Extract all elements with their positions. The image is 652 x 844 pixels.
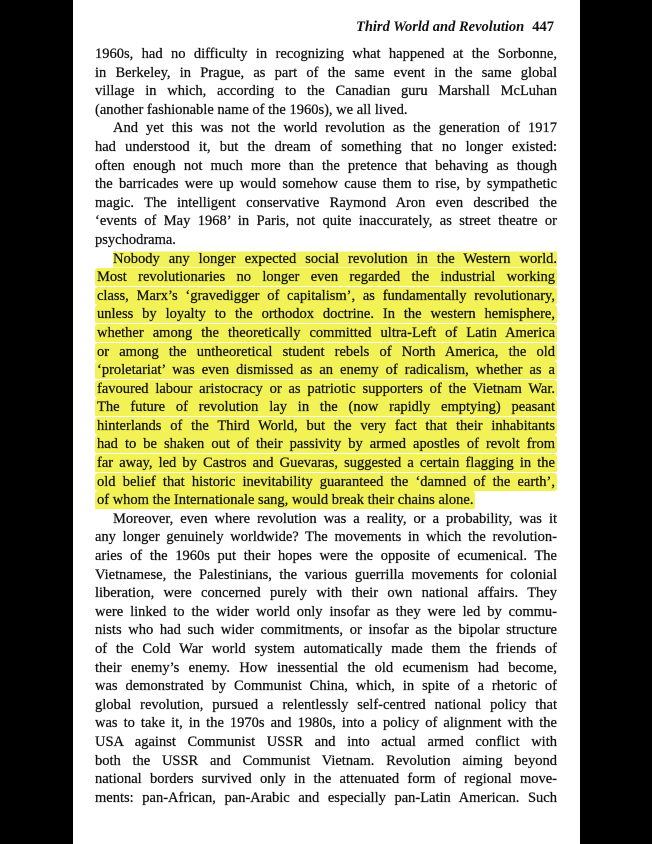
page-number: 447	[532, 19, 554, 35]
line-text: USA against Communist USSR and into actual armed conflict with	[95, 733, 557, 750]
text-line	[95, 212, 557, 231]
text-line	[95, 101, 557, 120]
highlighted-text-line	[95, 324, 557, 343]
text-line	[95, 584, 557, 603]
text-line	[95, 82, 557, 101]
text-line	[95, 138, 557, 157]
text-line	[95, 659, 557, 678]
text-line	[95, 45, 557, 64]
line-text: ments: pan-African, pan-Arabic and especially pan-Latin American. Such	[95, 789, 557, 806]
text-line	[95, 714, 557, 733]
line-text: class, Marx’s ‘gravedigger of capitalism’, as fundamentally revolutionary,	[97, 287, 555, 304]
line-text: whether among the theoretically committed ultra-Left of Latin America	[97, 324, 555, 341]
line-text: was to take it, in the 1970s and 1980s, into a policy of alignment with the	[95, 715, 557, 732]
line-text: And yet this was not the world revolution as the generation of 1917	[113, 120, 557, 137]
line-text: any longer genuinely worldwide? The movements in which the revolution-	[95, 529, 557, 546]
line-text: ‘proletariat’ was even dismissed as an enemy of radicalism, whether as a	[97, 362, 555, 379]
line-text: favoured labour aristocracy or as patriotic supporters of the Vietnam War.	[97, 380, 555, 397]
line-text: was demonstrated by Communist China, which, in spite of a rhetoric of	[95, 678, 557, 695]
highlighted-text-line	[95, 343, 557, 362]
highlighted-text-line	[95, 454, 557, 473]
line-text: had to be shaken out of their passivity by armed apostles of revolt from	[97, 436, 555, 453]
line-text: national borders survived only in the attenuated form of regional move-	[95, 771, 557, 788]
running-title: Third World and Revolution	[355, 19, 525, 35]
line-text: Moreover, even where revolution was a reality, or a probability, was it	[113, 510, 557, 527]
highlighted-text-line	[95, 417, 557, 436]
line-text: Vietnamese, the Palestinians, the various guerrilla movements for colonial	[95, 566, 557, 583]
highlighted-text-line	[95, 491, 475, 510]
line-text: liberation, were concerned purely with their own national affairs. They	[95, 585, 557, 602]
highlighted-text-line	[95, 287, 557, 306]
line-text: unless by loyalty to the orthodox doctrine. In the western hemisphere,	[97, 306, 555, 323]
text-line	[95, 175, 557, 194]
text-line	[95, 696, 557, 715]
text-line	[95, 64, 557, 83]
highlighted-text-line	[95, 305, 557, 324]
line-text: (another fashionable name of the 1960s), we all lived.	[95, 101, 408, 118]
line-text: of whom the Internationale sang, would break their chains alone.	[97, 492, 474, 509]
text-line	[95, 789, 557, 808]
line-text: psychodrama.	[95, 231, 176, 248]
line-text: magic. The intelligent conservative Raymond Aron even described the	[95, 194, 557, 211]
body-text	[95, 45, 557, 807]
highlighted-text-line	[95, 473, 557, 492]
highlighted-text-line	[95, 268, 557, 287]
line-text: Most revolutionaries no longer even regarded the industrial working	[97, 269, 555, 286]
line-text: village in which, according to the Canadian guru Marshall McLuhan	[95, 83, 557, 100]
text-line	[95, 547, 557, 566]
line-text: global revolution, pursued a relentlessly self-centred national policy that	[95, 696, 557, 713]
highlighted-text-line	[95, 361, 557, 380]
text-line	[95, 119, 557, 138]
line-text: were linked to the wider world only insofar as they were led by commu-	[95, 603, 557, 620]
running-header	[356, 19, 554, 36]
line-text: often enough not much more than the pretence that behaving as though	[95, 157, 557, 174]
text-line	[95, 510, 557, 529]
line-text: hinterlands of the Third World, but the very fact that their inhabitants	[97, 417, 555, 434]
highlighted-text-line	[95, 398, 557, 417]
line-text: The future of revolution lay in the (now rapidly emptying) peasant	[97, 399, 555, 416]
line-text: 1960s, had no difficulty in recognizing what happened at the Sorbonne,	[95, 46, 557, 62]
text-line	[95, 677, 557, 696]
line-text: the barricades were up would somehow cause them to rise, by sympathetic	[95, 176, 557, 193]
line-text: of the Cold War world system automatically made them the friends of	[95, 641, 557, 657]
text-line	[95, 640, 557, 659]
line-text: their enemy’s enemy. How inessential the old ecumenism had become,	[95, 659, 557, 676]
line-text: aries of the 1960s put their hopes were the opposite of ecumenical. The	[95, 548, 557, 565]
line-text: had understood it, but the dream of something that no longer existed:	[95, 138, 557, 155]
line-text: old belief that historic inevitability guaranteed the ‘damned of the earth’,	[97, 473, 555, 490]
text-line	[95, 566, 557, 585]
text-line	[95, 770, 557, 789]
line-text: far away, led by Castros and Guevaras, suggested a certain flagging in the	[97, 455, 555, 472]
book-page	[73, 0, 580, 844]
text-line	[95, 752, 557, 771]
text-line	[95, 157, 557, 176]
text-line	[95, 528, 557, 547]
line-text: ‘events of May 1968’ in Paris, not quite inaccurately, as street theatre or	[95, 213, 557, 230]
highlighted-text-line	[95, 250, 557, 269]
line-text: in Berkeley, in Prague, as part of the same event in the same global	[95, 64, 557, 81]
text-line	[95, 231, 557, 250]
text-line	[95, 194, 557, 213]
line-text: nists who had such wider commitments, or insofar as the bipolar structure	[95, 622, 557, 639]
highlighted-text-line	[95, 380, 557, 399]
highlighted-text-line	[95, 435, 557, 454]
line-text: or among the untheoretical student rebels of North America, the old	[97, 343, 555, 360]
text-line	[95, 603, 557, 622]
text-line	[95, 621, 557, 640]
line-text: Nobody any longer expected social revolution in the Western world.	[113, 250, 557, 267]
line-text: both the USSR and Communist Vietnam. Revolution aiming beyond	[95, 752, 557, 769]
text-line	[95, 733, 557, 752]
